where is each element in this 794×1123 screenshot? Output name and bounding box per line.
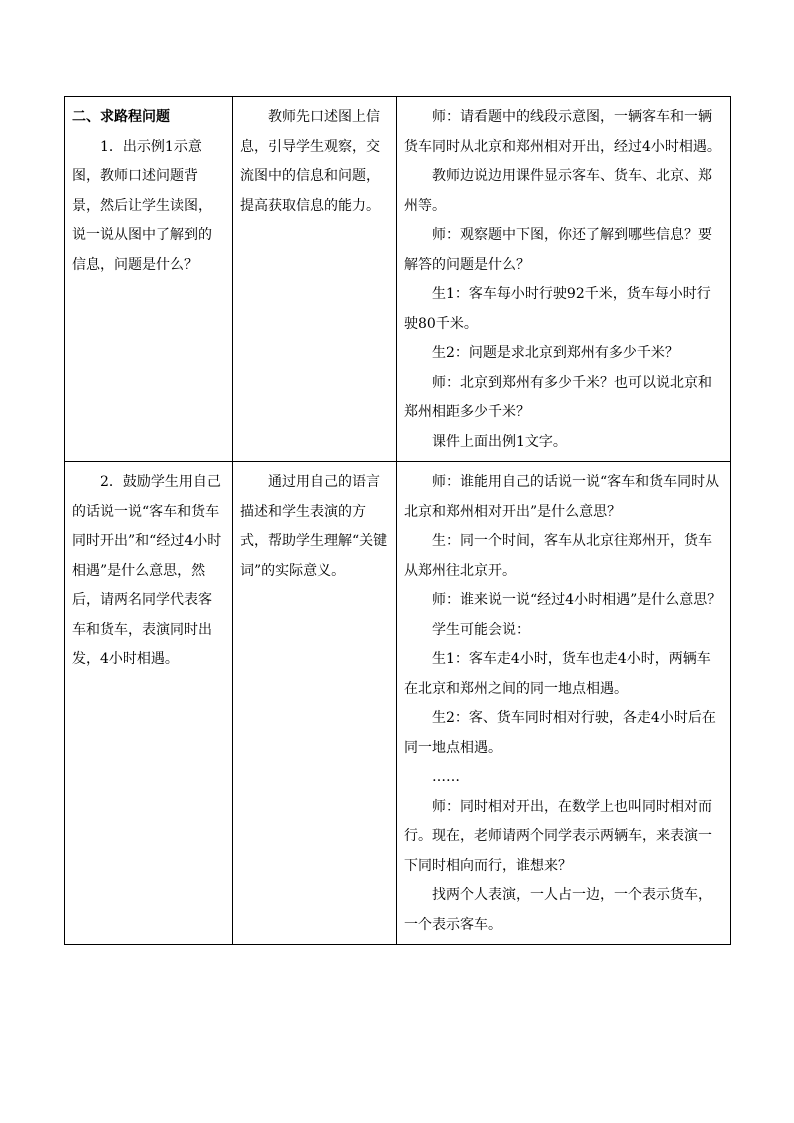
dialogue-line: 师：观察题中下图，你还了解到哪些信息？要解答的问题是什么？ — [404, 227, 712, 273]
table-row — [65, 97, 731, 462]
dialogue-line: 生2：问题是求北京到郑州有多少千米？ — [432, 345, 679, 361]
lesson-plan-table — [64, 96, 731, 945]
dialogue-line: 找两个人表演，一人占一边，一个表示货车，一个表示客车。 — [404, 887, 712, 933]
dialogue-line: 师：请看题中的线段示意图，一辆客车和一辆货车同时从北京和郑州相对开出，经过4小时相遇。 — [404, 109, 721, 155]
dialogue-line: 师：谁能用自己的话说一说“客车和货车同时从北京和郑州相对开出”是什么意思？ — [404, 474, 720, 520]
intent-text: 教师先口述图上信息，引导学生观察，交流图中的信息和问题，提高获取信息的能力。 — [240, 109, 380, 214]
intent-cell — [233, 462, 397, 945]
dialogue-line: 师：同时相对开出，在数学上也叫同时相对而行。现在，老师请两个同学表示两辆车，来表演一下同时相向而行，谁想来？ — [404, 798, 712, 874]
dialogue-line: 师：北京到郑州有多少千米？也可以说北京和郑州相距多少千米？ — [404, 374, 712, 420]
table-row — [65, 462, 731, 945]
dialogue-line: 教师边说边用课件显示客车、货车、北京、郑州等。 — [404, 168, 712, 214]
dialogue-line: 师：谁来说一说“经过4小时相遇”是什么意思？ — [432, 592, 722, 608]
dialogue-line: 生1：客车每小时行驶92千米，货车每小时行驶80千米。 — [404, 286, 711, 332]
process-text: 1．出示例1示意图，教师口述问题背景，然后让学生读图，说一说从图中了解到的信息，问题是什么？ — [72, 138, 212, 273]
process-cell — [65, 97, 233, 462]
dialogue-line: 课件上面出例1文字。 — [432, 433, 567, 450]
dialogue-line: 生：同一个时间，客车从北京往郑州开，货车从郑州往北京开。 — [404, 533, 712, 579]
dialogue-line: …… — [432, 769, 460, 785]
process-text: 2．鼓励学生用自己的话说一说“客车和货车同时开出”和“经过4小时相遇”是什么意思，然后，请两名同学代表客车和货车，表演同时出发，4小时相遇。 — [72, 474, 222, 667]
dialogue-cell — [397, 97, 731, 462]
dialogue-cell — [397, 462, 731, 945]
dialogue-line: 生2：客、货车同时相对行驶，各走4小时后在同一地点相遇。 — [404, 710, 716, 756]
section-heading: 二、求路程问题 — [72, 109, 170, 125]
intent-text: 通过用自己的语言描述和学生表演的方式，帮助学生理解“关键词”的实际意义。 — [240, 474, 388, 579]
process-cell — [65, 462, 233, 945]
intent-cell — [233, 97, 397, 462]
dialogue-line: 生1：客车走4小时，货车也走4小时，两辆车在北京和郑州之间的同一地点相遇。 — [404, 651, 711, 697]
dialogue-line: 学生可能会说： — [432, 621, 530, 638]
